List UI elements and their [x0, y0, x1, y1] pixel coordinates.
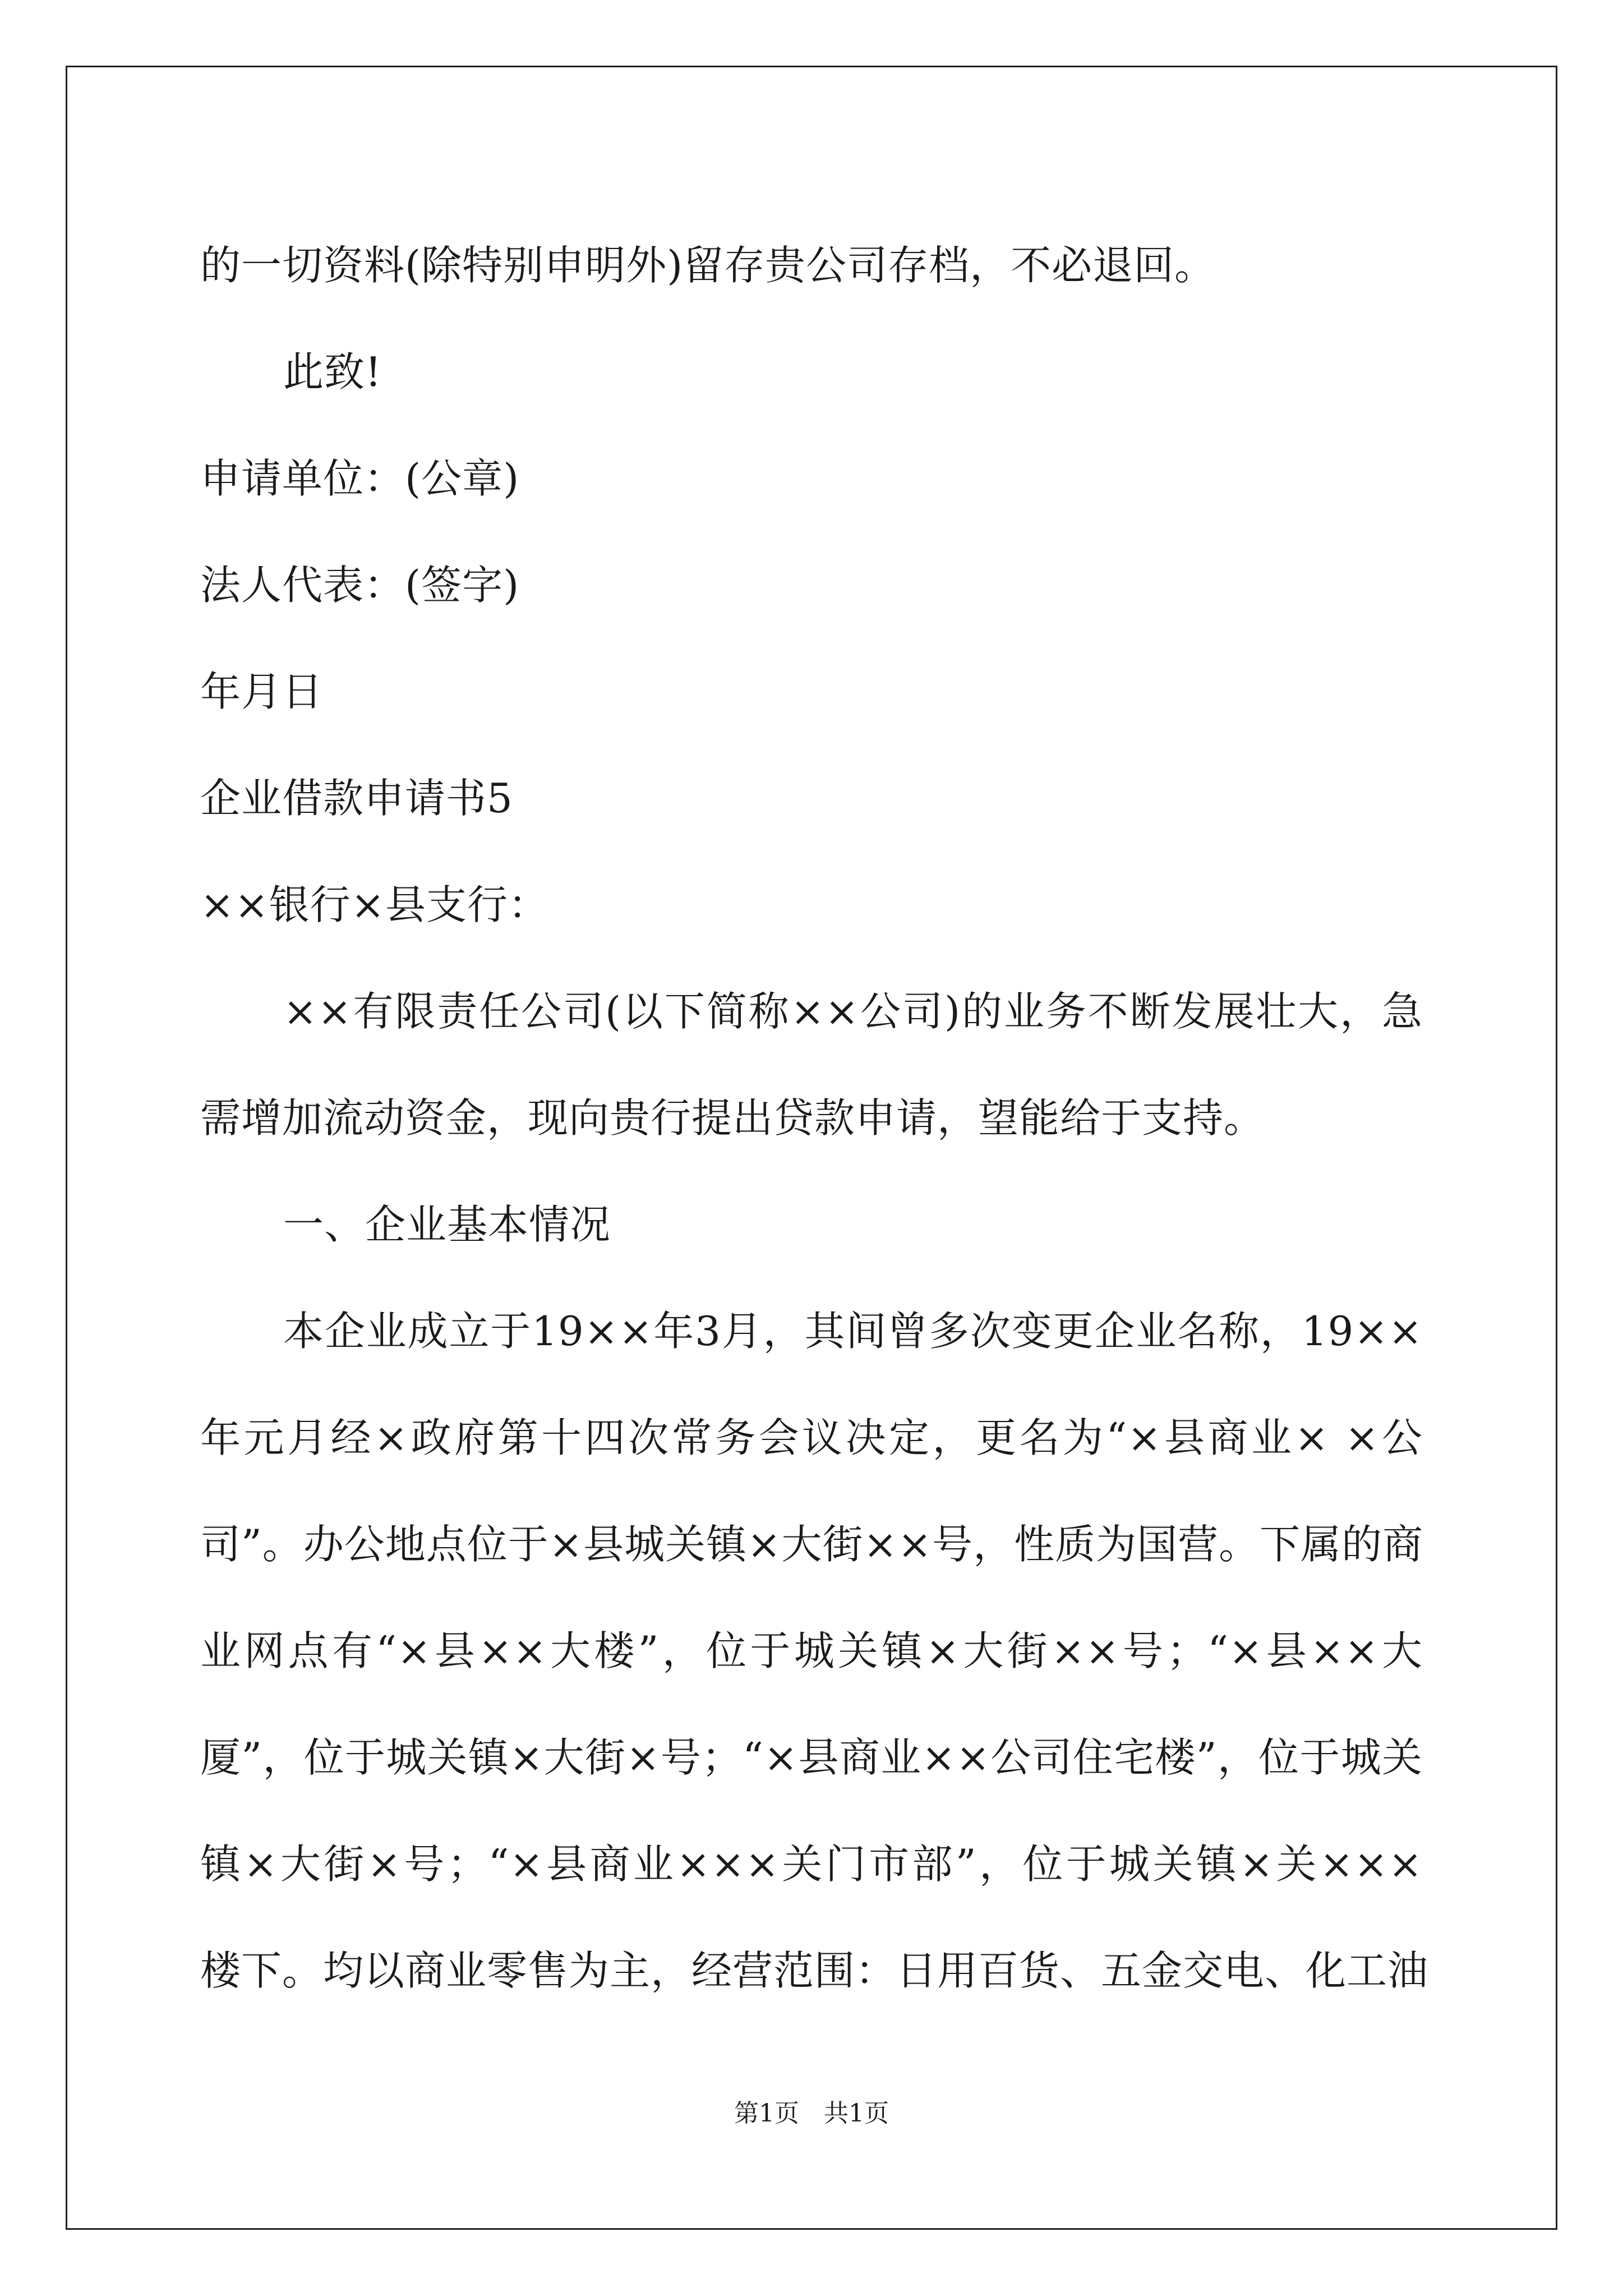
- page-footer: 第1页 共1页: [734, 2099, 889, 2128]
- date-line: 年月日: [200, 668, 324, 715]
- legal-representative-line: 法人代表：(签字): [200, 562, 520, 609]
- text-line: 业网点有“×县××大楼”，位于城关镇×大街××号；“×县××大: [200, 1627, 1423, 1674]
- text-line: 需增加流动资金，现向贵行提出贷款申请，望能给于支持。: [200, 1094, 1265, 1142]
- text-line: 厦”，位于城关镇×大街×号；“×县商业××公司住宅楼”，位于城关: [200, 1734, 1423, 1781]
- text-line: 的一切资料(除特别申明外)留存贵公司存档，不必退回。: [200, 242, 1216, 289]
- subsection-heading: 一、企业基本情况: [283, 1201, 611, 1248]
- text-line: 本企业成立于19××年3月，其间曾多次变更企业名称，19××: [283, 1308, 1423, 1355]
- section-heading: 企业借款申请书5: [200, 775, 513, 822]
- salutation-line: 此致!: [283, 348, 382, 395]
- applicant-unit-line: 申请单位：(公章): [200, 455, 520, 502]
- text-line: 楼下。均以商业零售为主，经营范围：日用百货、五金交电、化工油: [200, 1947, 1429, 1994]
- document-body: [200, 212, 1429, 2024]
- text-line: ××有限责任公司(以下简称××公司)的业务不断发展壮大，急: [283, 988, 1423, 1035]
- addressee-line: ××银行×县支行：: [200, 881, 549, 928]
- text-line: 司”。办公地点位于×县城关镇×大街××号，性质为国营。下属的商: [200, 1521, 1424, 1568]
- text-line: 镇×大街×号；“×县商业×××关门市部”，位于城关镇×关×××: [200, 1841, 1423, 1888]
- text-line: 年元月经×政府第十四次常务会议决定，更名为“×县商业× ×公: [200, 1414, 1423, 1461]
